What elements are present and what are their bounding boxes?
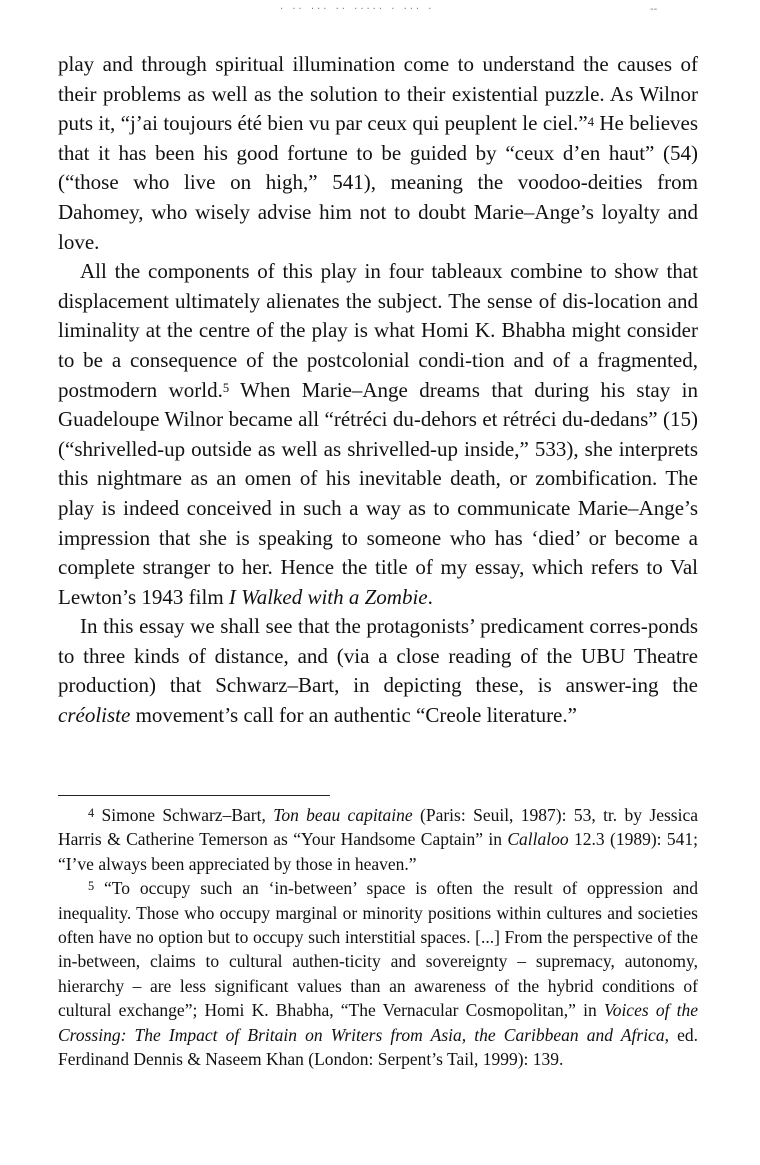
- body-text: [58, 50, 698, 731]
- creoliste-term: créoliste: [58, 703, 131, 728]
- footnote-marker-4: 4: [88, 805, 95, 820]
- page-number: --: [650, 4, 658, 15]
- paragraph-1: play and through spiritual illumination come to understand the causes of their problems as well as the solution to their existential puzzle. As Wilnor puts it, “j’ai toujours été bien vu par ceux qui peuplent le ciel.”$^4$ He believes that it has been his good fortune to be guided by “ceux d’en haut” (54) (“those who live on high,” 541), meaning the voodoo-deities from Dahomey, who wisely advise him not to doubt Marie–Ange’s loyalty and love.: [58, 52, 699, 254]
- footnote-ref-5[interactable]: 5: [222, 381, 230, 396]
- footnote-4: $^4$ Simone Schwarz–Bart, Ton beau capitaine (Paris: Seuil, 1987): 53, tr. by Jessica Harris & Catherine Temerson as “Your Handsome Captain” in Callaloo 12.3 (1989): 541; “I’ve always been appreciated by those in heaven.”: [58, 805, 698, 874]
- paragraph-2: All the components of this play in four tableaux combine to show that displacement ultimately alienates the subject. The sense of dis-location and liminality at the centre of the play is what Homi K. Bhabha might consider to be a consequence of the postcolonial condi-tion and of a fragmented, postmodern world.$^5$ When Marie–Ange dreams that during his stay in Guadeloupe Wilnor became all “rétréci du-dehors et rétréci du-dedans” (15) (“shrivelled-up outside as well as shrivelled-up inside,” 533), she interprets this nightmare as an omen of his inevitable death, or zombification. The play is indeed conceived in such a way as to communicate Marie–Ange’s impression that she is speaking to someone who has ‘died’ or become a complete stranger to her. Hence the title of my essay, which refers to Val Lewton’s 1943 film I Walked with a Zombie.: [58, 259, 699, 609]
- paragraph-3: In this essay we shall see that the protagonists’ predicament corres-ponds to three kinds of distance, and (via a close reading of the UBU Theatre production) that Schwarz–Bart, in depicting these, is answer-ing the créoliste movement’s call for an authentic “Creole literature.”: [58, 614, 698, 728]
- footnote-rule: [58, 795, 330, 796]
- footnote-5: $^5$ “To occupy such an ‘in-between’ space is often the result of oppression and inequality. Those who occupy marginal or minority positions within cultures and societies often have no option but to occupy such interstitial spaces. [...] From the perspective of the in-between, claims to cultural authen-ticity and sovereignty – supremacy, autonomy, hierarchy – are less significant values than an awareness of the hybrid conditions of cultural exchange”; Homi K. Bhabha, “The Vernacular Cosmopolitan,” in Voices of the Crossing: The Impact of Britain on Writers from Asia, the Caribbean and Africa, ed. Ferdinand Dennis & Naseem Khan (London: Serpent’s Tail, 1999): 139.: [58, 878, 699, 1070]
- footnotes: [58, 803, 698, 1071]
- footnote-ref-4[interactable]: 4: [587, 114, 594, 129]
- running-head: · ·· ··· ·· ····· · ··· ·: [280, 4, 435, 15]
- footnote-marker-5: 5: [88, 878, 95, 893]
- film-title: I Walked with a Zombie: [228, 584, 428, 609]
